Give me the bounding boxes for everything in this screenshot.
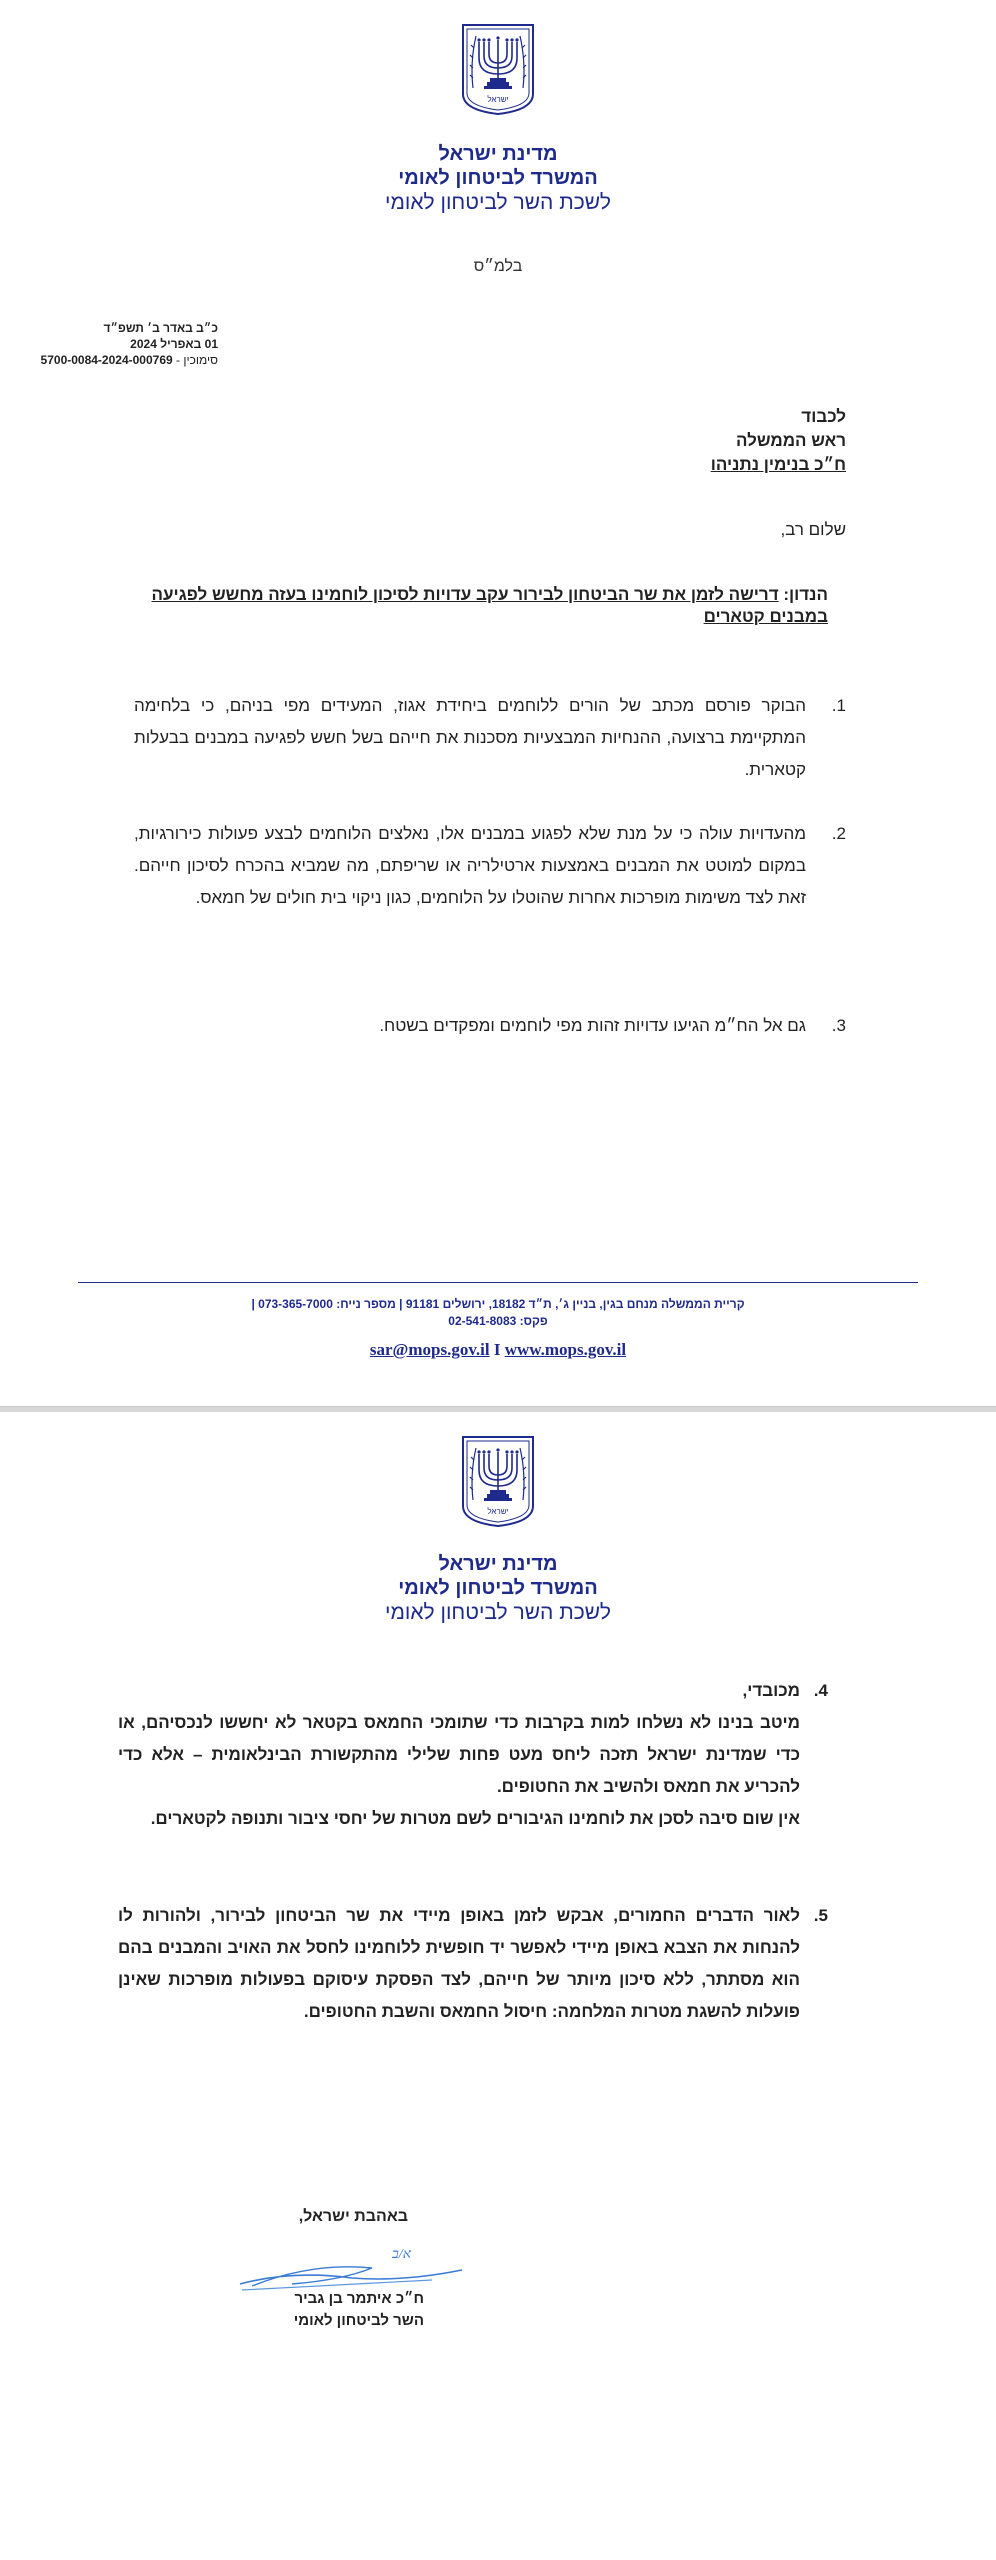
paragraph-line: מכובדי, — [742, 1681, 800, 1700]
addressee-block — [546, 405, 846, 477]
letterhead-state: מדינת ישראל — [438, 1553, 558, 1575]
addressee-name: ח״כ בנימין נתניהו — [710, 455, 846, 474]
gregorian-date: 01 באפריל 2024 — [130, 337, 218, 351]
paragraph-number: 4. — [813, 1681, 828, 1700]
paragraph-2 — [134, 818, 846, 914]
paragraph-number: 2. — [831, 824, 846, 843]
addressee-title: ראש הממשלה — [735, 431, 846, 450]
footer-address: קריית הממשלה מנחם בגין, בניין ג׳, ת״ד 18182, ירושלים 91181 | מספר נייח: 073-365-7000 | — [251, 1297, 745, 1311]
paragraph-text: הבוקר פורסם מכתב של הורים ללוחמים ביחידת אגוז, המעידים מפי בניהם, כי בלחימה המתקיימת ברצועה, ההנחיות המבצעיות מסכנות את חייהם בשל חשש לפגיעה במבנים בבעלות קטארית. — [134, 696, 806, 779]
signer-name: ח״כ איתמר בן גביר — [294, 2290, 424, 2307]
addressee-to: לכבוד — [801, 407, 846, 426]
footer-links — [0, 1340, 996, 1360]
letterhead-state: מדינת ישראל — [438, 143, 558, 165]
letterhead-ministry: המשרד לביטחון לאומי — [398, 1577, 598, 1599]
subject-label: הנדון: — [783, 585, 828, 604]
paragraph-number: 5. — [813, 1906, 828, 1925]
letterhead-ministry: המשרד לביטחון לאומי — [398, 167, 598, 189]
signer-title: השר לביטחון לאומי — [293, 2312, 424, 2329]
letterhead-office: לשכת השר לביטחון לאומי — [385, 191, 611, 214]
greeting: שלום רב, — [780, 520, 846, 539]
paragraph-text: גם אל הח״מ הגיעו עדויות זהות מפי לוחמים ומפקדים בשטח. — [379, 1016, 806, 1035]
email-link[interactable]: sar@mops.gov.il — [369, 1340, 490, 1359]
footer-contact — [0, 1296, 996, 1330]
menorah-emblem-icon — [460, 1434, 536, 1528]
paragraph-line: מיטב בנינו לא נשלחו למות בקרבות כדי שתומכי החמאס בקטאר לא יחששו לנכסיהם, או כדי שמדינת ישראל תזכה ליחס מעט פחות שלילי מהתקשורת הבינלאומית – אלא כדי להכריע את חמאס ולהשיב את החטופים. — [118, 1713, 800, 1796]
letterhead-office: לשכת השר לביטחון לאומי — [385, 1601, 611, 1624]
signature-initials: א/ב — [392, 2247, 412, 2262]
footer-separator: I — [493, 1340, 501, 1359]
paragraph-number: 1. — [831, 696, 846, 715]
website-link[interactable]: www.mops.gov.il — [504, 1340, 627, 1359]
subject-text: דרישה לזמן את שר הביטחון לבירור עקב עדויות לסיכון לוחמינו בעזה מחשש לפגיעה במבנים קטארים — [151, 585, 828, 626]
closing-line: באהבת ישראל, — [298, 2208, 408, 2225]
letterhead — [0, 1552, 996, 1625]
letterhead — [0, 142, 996, 215]
footer-divider — [78, 1282, 918, 1283]
reference — [0, 352, 218, 368]
paragraph-line: לאור הדברים החמורים, אבקש לזמן באופן מיידי את שר הביטחון לבירור, ולהורות לו להנחות את הצבא באופן מיידי לאפשר יד חופשית ללוחמינו לחסל את האויב והמבנים בהם הוא מסתתר, ללא סיכון מיותר של חייהם, לצד הפסקת עיסוקם בפעולות מופרכות שאינן פועלות להשגת מטרות המלחמה: חיסול החמאס והשבת החטופים. — [118, 1906, 800, 2021]
hebrew-date: כ״ב באדר ב׳ תשפ״ד — [103, 321, 218, 335]
paragraph-line: אין שום סיבה לסכן את לוחמינו הגיבורים לשם מטרות של יחסי ציבור ותנופה לקטארים. — [150, 1809, 800, 1828]
letter-meta — [0, 320, 218, 368]
paragraph-number: 3. — [831, 1016, 846, 1035]
paragraph-1 — [134, 690, 846, 786]
paragraph-text: מהעדויות עולה כי על מנת שלא לפגוע במבנים אלו, נאלצים הלוחמים לבצע פעולות כירורגיות, במקום למוטט את המבנים באמצעות ארטילריה או שריפתם, מה שמביא בהכרח לסיכון חייהם. זאת לצד משימות מופרכות אחרות שהוטלו על הלוחמים, כגון ניקוי בית חולים של חמאס. — [134, 824, 806, 907]
paragraph-3 — [134, 1010, 846, 1042]
emblem-text: ישראל — [487, 1507, 509, 1516]
menorah-emblem-icon — [460, 22, 536, 116]
paragraph-4 — [118, 1675, 828, 1835]
reference-label: סימוכין - — [176, 353, 218, 367]
signer-block — [204, 2288, 424, 2332]
reference-number: 5700-0084-2024-000769 — [40, 353, 173, 367]
classification-label: בלמ״ס — [473, 258, 523, 275]
paragraph-5 — [118, 1900, 828, 2028]
footer-fax: פקס: 02-541-8083 — [448, 1314, 548, 1328]
emblem-text: ישראל — [487, 95, 509, 104]
subject-line — [148, 584, 828, 628]
